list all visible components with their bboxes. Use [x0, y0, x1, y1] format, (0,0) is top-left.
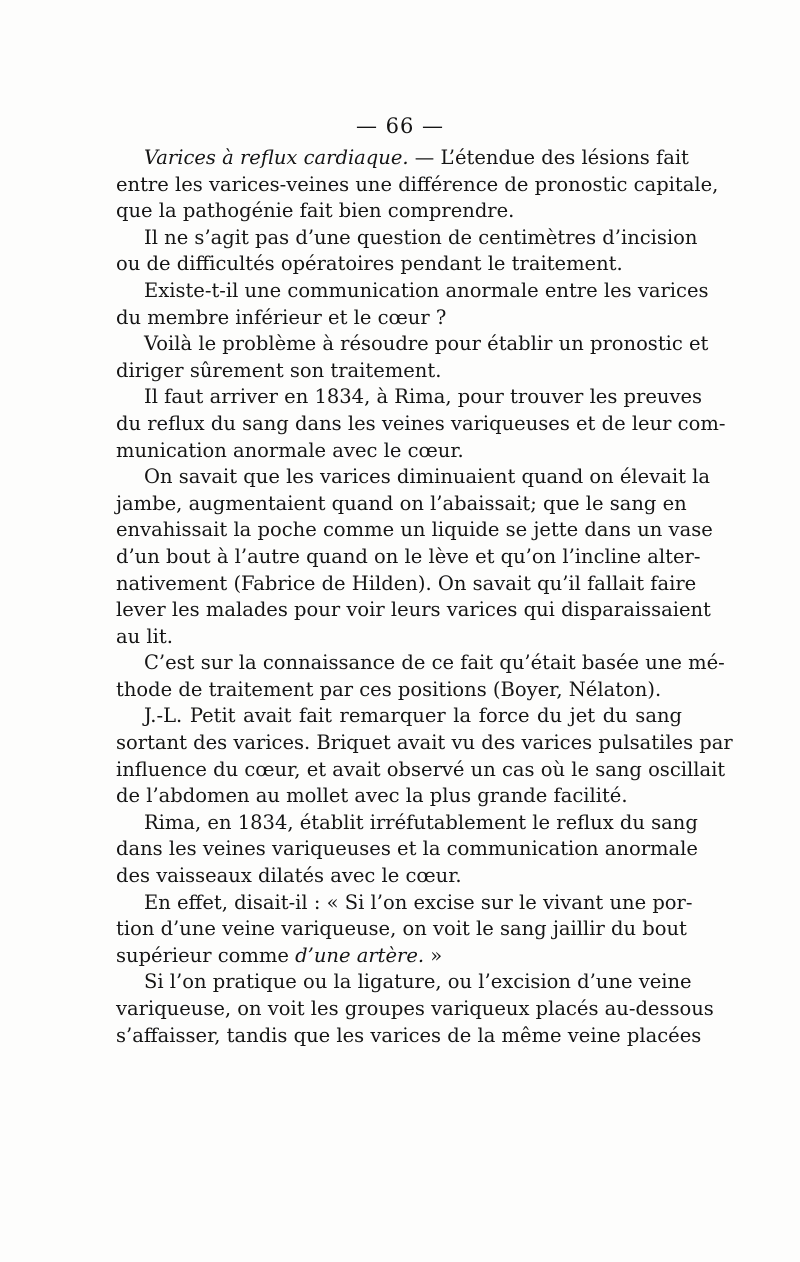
line-text: de l’abdomen au mollet avec la plus grande facilité.: [116, 784, 628, 808]
paragraph: [116, 650, 725, 703]
text-line: [116, 677, 682, 704]
line-text: que la pathogénie fait bien comprendre.: [116, 199, 515, 223]
text-line: [116, 597, 711, 624]
text-line: [116, 703, 682, 730]
paragraph: [116, 464, 713, 650]
text-line: [116, 624, 682, 651]
line-text: Si l’on pratique ou la ligature, ou l’excision d’une veine: [144, 970, 692, 994]
italic-quote: d’une artère.: [295, 943, 425, 967]
text-line: [116, 172, 719, 199]
text-line: [116, 810, 698, 837]
line-text: lever les malades pour voir leurs varices qui disparaissaient: [116, 598, 711, 622]
text-line: [116, 331, 709, 358]
text-line: [116, 836, 698, 863]
paragraph: [116, 278, 709, 331]
line-text: du membre inférieur et le cœur ?: [116, 305, 447, 329]
text-line: [116, 1023, 702, 1050]
line-text: variqueuse, on voit les groupes variqueux placés au-dessous: [116, 997, 714, 1020]
line-text: s’affaisser, tandis que les varices de la même veine placées: [116, 1023, 702, 1047]
line-text: envahissait la poche comme un liquide se jette dans un vase: [116, 518, 713, 542]
text-line: [116, 384, 703, 411]
paragraph: [116, 225, 698, 278]
line-text: entre les varices-veines une différence de pronostic capitale,: [116, 172, 719, 196]
text-line: [116, 730, 733, 757]
line-text: diriger sûrement son traitement.: [116, 358, 442, 382]
line-text: thode de traitement par ces positions (Boyer, Nélaton).: [116, 677, 662, 701]
line-text: tion d’une veine variqueuse, on voit le sang jaillir du bout: [116, 917, 687, 941]
paragraph: [116, 810, 698, 890]
line-text: Existe-t-il une communication anormale entre les varices: [144, 278, 709, 302]
line-text: influence du cœur, et avait observé un cas où le sang oscillait: [116, 757, 726, 781]
line-text: d’un bout à l’autre quand on le lève et qu’on l’incline alter-: [116, 544, 701, 568]
line-text: sortant des varices. Briquet avait vu des varices pulsatiles par: [116, 731, 733, 755]
line-text: — L’étendue des lésions fait: [408, 146, 689, 169]
line-text: On savait que les varices diminuaient quand on élevait la: [144, 465, 710, 489]
line-text: supérieur comme: [116, 943, 296, 967]
text-line: [116, 916, 687, 943]
paragraph: [116, 145, 719, 225]
text-line: [116, 411, 726, 438]
line-text: munication anormale avec le cœur.: [116, 438, 464, 462]
text-line: [116, 863, 682, 890]
line-text: C’est sur la connaissance de ce fait qu’était basée une mé-: [144, 651, 725, 675]
text-line: [116, 996, 714, 1023]
line-text: ou de difficultés opératoires pendant le traitement.: [116, 252, 623, 276]
text-line: [116, 943, 682, 970]
text-line: [116, 438, 682, 465]
text-line: [116, 571, 697, 598]
text-line: [116, 517, 713, 544]
text-line: [116, 969, 692, 996]
text-line: [116, 278, 709, 305]
body-text: [116, 145, 733, 1049]
line-text: Rima, en 1834, établit irréfutablement le reflux du sang: [144, 810, 698, 834]
paragraph: [116, 890, 693, 970]
line-text: jambe, augmentaient quand on l’abaissait; que le sang en: [116, 491, 687, 515]
line-text: »: [424, 943, 443, 967]
paragraph: [116, 703, 733, 809]
line-text: Voilà le problème à résoudre pour établir un pronostic et: [144, 332, 709, 356]
text-line: [116, 225, 698, 252]
line-text: au lit.: [116, 624, 173, 648]
text-line: [116, 251, 682, 278]
line-text: dans les veines variqueuses et la communication anormale: [116, 837, 698, 861]
text-line: [116, 491, 687, 518]
line-text: Il ne s’agit pas d’une question de centimètres d’incision: [144, 225, 698, 249]
line-text: En effet, disait-il : « Si l’on excise sur le vivant une por-: [144, 890, 693, 914]
paragraph: [116, 331, 709, 384]
line-text: J.-L. Petit avait fait remarquer la force du jet du sang: [144, 704, 682, 728]
paragraph: [116, 384, 726, 464]
paragraph: [116, 969, 714, 1049]
text-line: [116, 650, 725, 677]
text-line: [116, 890, 693, 917]
text-line: [116, 305, 682, 332]
text-line: [116, 544, 701, 571]
text-line: [116, 783, 682, 810]
line-text: nativement (Fabrice de Hilden). On savait qu’il fallait faire: [116, 571, 697, 595]
text-line: [116, 757, 726, 784]
line-text: Il faut arriver en 1834, à Rima, pour trouver les preuves: [144, 385, 703, 409]
text-line: [116, 358, 682, 385]
text-line: [116, 198, 682, 225]
italic-heading: Varices à reflux cardiaque.: [144, 146, 409, 169]
line-text: du reflux du sang dans les veines variqueuses et de leur com-: [116, 411, 726, 435]
line-text: des vaisseaux dilatés avec le cœur.: [116, 864, 462, 888]
text-line: [116, 145, 689, 172]
page-number: — 66 —: [355, 114, 445, 138]
text-line: [116, 464, 710, 491]
